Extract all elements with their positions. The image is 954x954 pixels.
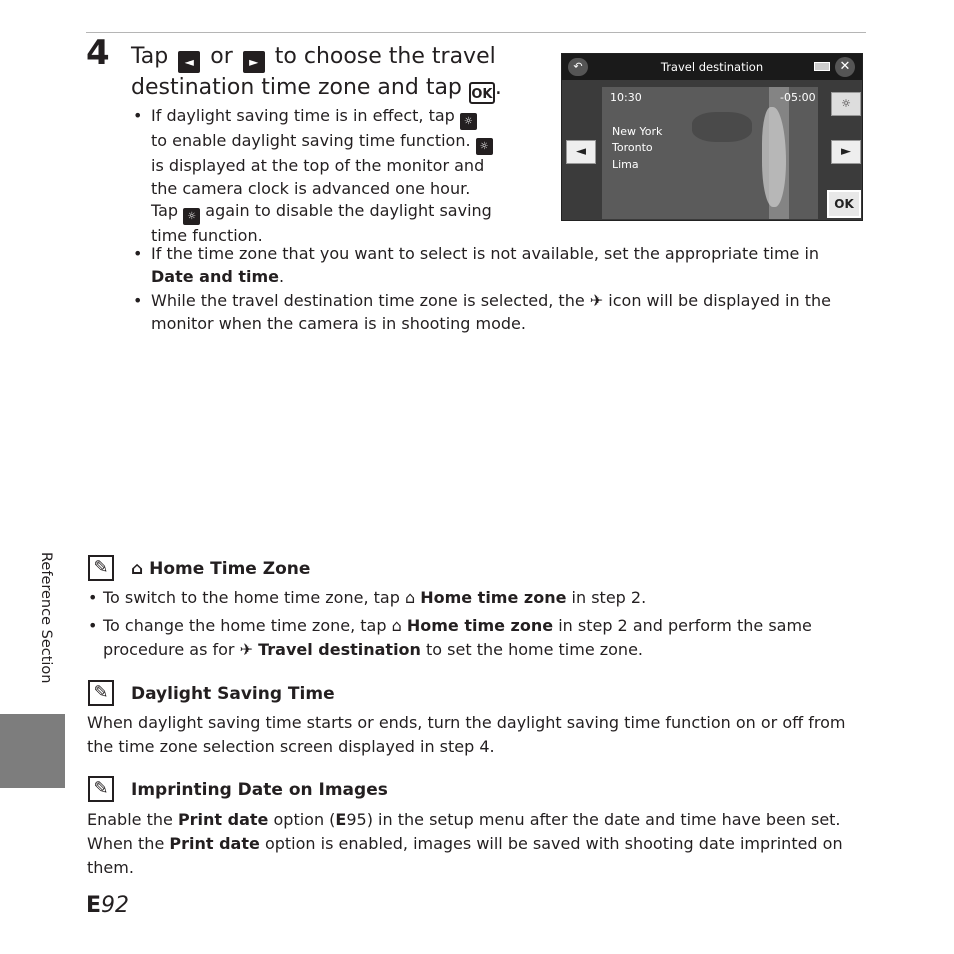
- daylight-icon: ☼: [460, 113, 477, 130]
- reference-icon: E: [86, 893, 102, 918]
- right-arrow-button[interactable]: ►: [831, 140, 861, 164]
- ok-icon: OK: [469, 82, 495, 104]
- daylight-saving-button[interactable]: ☼: [831, 92, 861, 116]
- travel-icon: ✈: [589, 291, 604, 310]
- bullet-travel-icon: • While the travel destination time zone is selected, the ✈ icon will be displayed in the monitor when the camera is in shooting mode.: [133, 291, 831, 333]
- note-title-daylight-saving: Daylight Saving Time: [131, 684, 335, 704]
- note-icon: ✎: [88, 555, 114, 581]
- city-name: Lima: [612, 158, 639, 171]
- home-icon: ⌂: [404, 588, 416, 607]
- city-name: Toronto: [612, 141, 653, 154]
- battery-icon: [814, 62, 830, 71]
- step-heading: Tap ◄ or ► to choose the travel destination time zone and tap OK .: [131, 44, 502, 102]
- note-text-daylight-saving: When daylight saving time starts or ends, turn the daylight saving time function on or off from the time zone selection screen displayed in step 4.: [87, 713, 846, 756]
- note-bullet: • To change the home time zone, tap ⌂ Home time zone in step 2 and perform the same procedure as for ✈ Travel destination to set the home time zone.: [88, 616, 812, 659]
- note-icon: ✎: [88, 776, 114, 802]
- step-number: 4: [86, 33, 110, 73]
- note-icon: ✎: [88, 680, 114, 706]
- back-icon[interactable]: ↶: [568, 58, 588, 76]
- bullet-daylight: • If daylight saving time is in effect, tap ☼ to enable daylight saving time function. ☼ is displayed at the top of the monitor and the camera clock is advanced one hour. Tap ☼ again to disable the daylight saving time function.: [133, 106, 492, 245]
- top-rule: [86, 32, 866, 33]
- city-name: New York: [612, 125, 663, 138]
- bullet-timezone-unavailable: • If the time zone that you want to select is not available, set the appropriate time in Date and time.: [133, 244, 820, 286]
- camera-screen: [561, 53, 863, 221]
- reference-icon: E: [335, 810, 347, 829]
- left-arrow-icon: ◄: [178, 51, 200, 73]
- travel-icon: ✈: [239, 640, 253, 659]
- note-title-home-time-zone: ⌂ Home Time Zone: [131, 559, 311, 579]
- camera-title: Travel destination: [660, 60, 764, 74]
- note-bullet: • To switch to the home time zone, tap ⌂ Home time zone in step 2.: [88, 588, 647, 607]
- section-tab: [0, 714, 65, 788]
- home-icon: ⌂: [131, 559, 144, 579]
- note-text-imprinting-date: Enable the Print date option (E95) in the setup menu after the date and time have been set. When the Print date option is enabled, images will be saved with shooting date imprinted on them.: [87, 810, 843, 877]
- page-number: E92: [86, 893, 130, 918]
- home-icon: ⌂: [391, 616, 402, 635]
- note-title-imprinting-date: Imprinting Date on Images: [131, 780, 388, 800]
- close-icon[interactable]: ✕: [835, 57, 855, 77]
- right-arrow-icon: ►: [243, 51, 265, 73]
- camera-time: 10:30: [610, 91, 642, 104]
- section-label: Reference Section: [38, 552, 54, 684]
- daylight-icon: ☼: [183, 208, 200, 225]
- daylight-icon: ☼: [476, 138, 493, 155]
- map-landmass: [692, 112, 752, 142]
- utc-offset: -05:00: [780, 91, 816, 104]
- left-arrow-button[interactable]: ◄: [566, 140, 596, 164]
- ok-button[interactable]: OK: [827, 190, 861, 218]
